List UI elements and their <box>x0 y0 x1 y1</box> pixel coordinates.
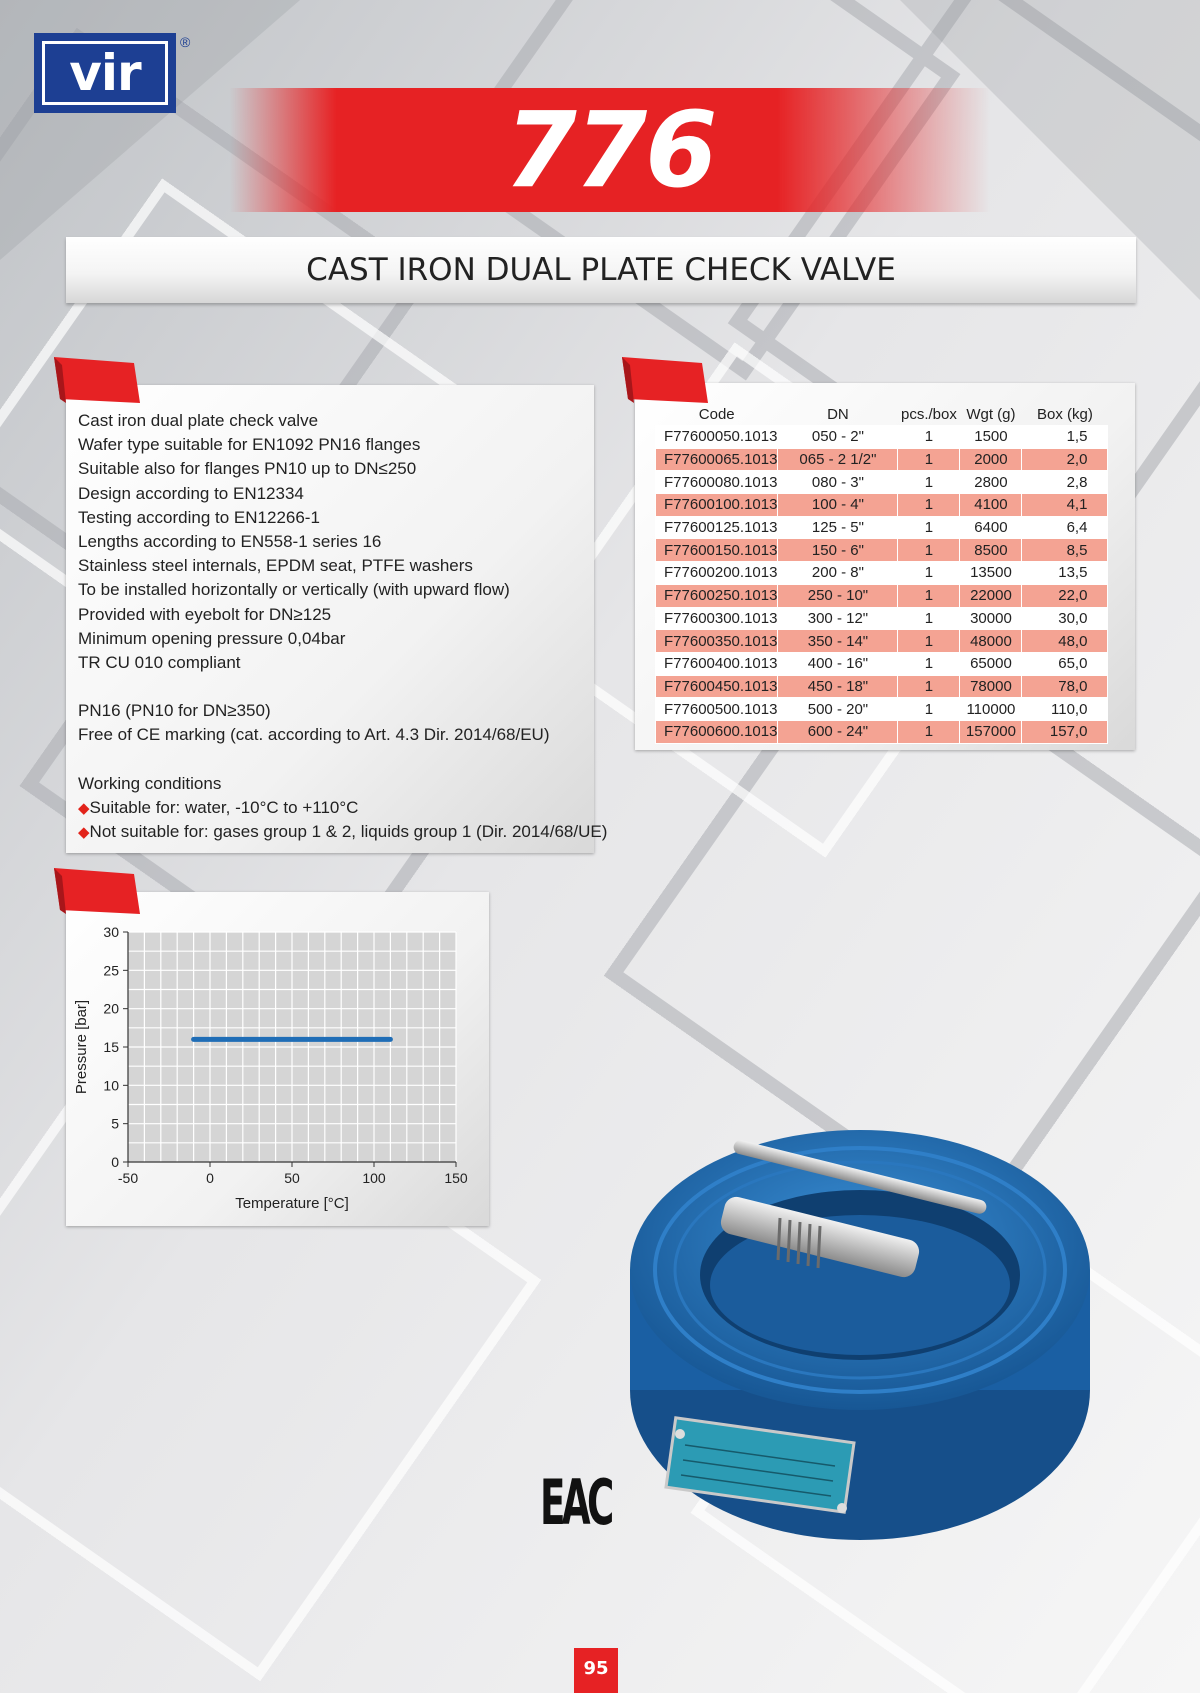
table-cell: 250 - 10" <box>778 584 898 607</box>
working-condition-text: Not suitable for: gases group 1 & 2, liquids group 1 (Dir. 2014/68/UE) <box>89 822 608 842</box>
x-tick-label: -50 <box>117 1170 139 1186</box>
table-cell: 2800 <box>960 471 1022 494</box>
table-cell: 1 <box>898 630 960 653</box>
table-cell: 200 - 8" <box>778 562 898 585</box>
table-cell: 1 <box>898 584 960 607</box>
diamond-bullet-icon: ◆ <box>78 800 90 817</box>
working-condition-item <box>78 820 607 844</box>
brand-logo <box>34 33 176 113</box>
table-cell: F77600500.1013 <box>656 698 778 721</box>
table-cell: 450 - 18" <box>778 675 898 698</box>
table-cell: 78,0 <box>1022 675 1108 698</box>
x-tick-label: 50 <box>284 1170 300 1186</box>
y-tick-label: 5 <box>111 1115 119 1132</box>
table-cell: 1 <box>898 607 960 630</box>
table-cell: 157,0 <box>1022 720 1108 743</box>
table-cell: F77600200.1013 <box>656 562 778 585</box>
table-row <box>656 584 1108 607</box>
table-cell: F77600050.1013 <box>656 426 778 449</box>
table-cell: 1,5 <box>1022 426 1108 449</box>
working-condition-text: Suitable for: water, -10°C to +110°C <box>89 798 359 817</box>
y-tick-label: 15 <box>103 1039 119 1055</box>
table-cell: 1500 <box>960 426 1022 449</box>
y-tick-label: 25 <box>103 962 119 979</box>
table-row <box>656 607 1108 630</box>
product-code-table-panel <box>635 383 1135 750</box>
table-cell: F77600450.1013 <box>656 675 778 698</box>
table-cell: 110,0 <box>1022 698 1108 721</box>
table-cell: 13500 <box>960 562 1022 585</box>
description-line: Stainless steel internals, EPDM seat, PTFE washers <box>78 556 473 576</box>
column-header-pcs-box: pcs./box <box>901 405 957 423</box>
product-code-table <box>655 403 1108 744</box>
table-cell: 4,1 <box>1022 494 1108 517</box>
table-cell: 4100 <box>960 494 1022 517</box>
pressure-temperature-chart-panel <box>66 892 489 1226</box>
table-cell: 6,4 <box>1022 516 1108 539</box>
description-line: Testing according to EN12266-1 <box>78 507 320 527</box>
working-conditions-title: Working conditions <box>78 773 222 793</box>
y-tick-label: 0 <box>111 1154 119 1170</box>
table-cell: 1 <box>898 539 960 562</box>
table-row <box>656 448 1108 471</box>
table-cell: 78000 <box>960 675 1022 698</box>
table-cell: 22,0 <box>1022 584 1108 607</box>
table-cell: F77600350.1013 <box>656 630 778 653</box>
product-title: CAST IRON DUAL PLATE CHECK VALVE <box>66 237 1136 303</box>
table-cell: 1 <box>898 562 960 585</box>
table-cell: 8,5 <box>1022 539 1108 562</box>
model-number: 776 <box>504 89 716 211</box>
table-row <box>656 720 1108 743</box>
table-cell: F77600150.1013 <box>656 539 778 562</box>
table-cell: 350 - 14" <box>778 630 898 653</box>
table-cell: 110000 <box>960 698 1022 721</box>
y-tick-label: 30 <box>103 924 119 940</box>
table-cell: 050 - 2" <box>778 426 898 449</box>
table-row <box>656 539 1108 562</box>
red-flag-icon <box>54 355 140 403</box>
brand-logo-text: vir <box>42 41 168 105</box>
table-cell: 125 - 5" <box>778 516 898 539</box>
table-cell: F77600250.1013 <box>656 584 778 607</box>
column-header-code: Code <box>698 405 735 423</box>
spacer <box>78 748 607 772</box>
x-tick-label: 100 <box>362 1170 386 1186</box>
table-cell: 2,0 <box>1022 448 1108 471</box>
model-banner <box>230 88 990 212</box>
description-line: Provided with eyebolt for DN≥125 <box>78 604 332 624</box>
column-header-box-kg: Box (kg) <box>1037 405 1093 423</box>
table-row <box>656 471 1108 494</box>
table-row <box>656 426 1108 449</box>
table-cell: 1 <box>898 698 960 721</box>
table-cell: 065 - 2 1/2" <box>778 448 898 471</box>
description-line: TR CU 010 compliant <box>78 652 241 672</box>
working-condition-item <box>78 796 607 820</box>
red-flag-icon <box>54 866 140 914</box>
table-cell: 22000 <box>960 584 1022 607</box>
table-cell: F77600065.1013 <box>656 448 778 471</box>
description-list <box>78 409 607 844</box>
pressure-temperature-chart <box>66 892 489 1226</box>
y-tick-label: 20 <box>103 1000 119 1017</box>
table-cell: F77600600.1013 <box>656 720 778 743</box>
table-cell: 30000 <box>960 607 1022 630</box>
table-cell: 13,5 <box>1022 562 1108 585</box>
table-row <box>656 698 1108 721</box>
table-cell: F77600400.1013 <box>656 652 778 675</box>
table-cell: 48000 <box>960 630 1022 653</box>
table-row <box>656 675 1108 698</box>
table-cell: 1 <box>898 675 960 698</box>
table-header-row <box>656 403 1108 426</box>
table-cell: F77600125.1013 <box>656 516 778 539</box>
table-row <box>656 494 1108 517</box>
description-line: To be installed horizontally or vertically (with upward flow) <box>78 580 510 600</box>
column-header-weight: Wgt (g) <box>966 405 1016 423</box>
description-line: Suitable also for flanges PN10 up to DN≤250 <box>78 459 417 479</box>
table-cell: 100 - 4" <box>778 494 898 517</box>
table-cell: 65,0 <box>1022 652 1108 675</box>
table-cell: 300 - 12" <box>778 607 898 630</box>
table-cell: 157000 <box>960 720 1022 743</box>
valve-product-image <box>610 1100 1110 1560</box>
table-cell: 6400 <box>960 516 1022 539</box>
table-cell: F77600100.1013 <box>656 494 778 517</box>
table-cell: 1 <box>898 448 960 471</box>
table-cell: F77600080.1013 <box>656 471 778 494</box>
table-cell: 400 - 16" <box>778 652 898 675</box>
table-row <box>656 516 1108 539</box>
y-tick-label: 10 <box>103 1077 119 1094</box>
x-tick-label: 150 <box>444 1170 468 1186</box>
table-cell: 65000 <box>960 652 1022 675</box>
eac-certification-mark: EAC <box>540 1466 611 1539</box>
pressure-line: PN16 (PN10 for DN≥350) <box>78 701 271 721</box>
table-cell: 2000 <box>960 448 1022 471</box>
table-cell: 080 - 3" <box>778 471 898 494</box>
column-header-dn: DN <box>827 405 849 423</box>
table-cell: 30,0 <box>1022 607 1108 630</box>
table-cell: 1 <box>898 652 960 675</box>
chart-grid <box>128 932 456 1162</box>
registered-mark: ® <box>180 34 191 50</box>
page-number: 95 <box>574 1648 618 1693</box>
spacer <box>78 675 607 699</box>
red-flag-icon <box>622 355 708 403</box>
table-cell: 1 <box>898 516 960 539</box>
x-axis-label: Temperature [°C] <box>235 1195 349 1212</box>
table-cell: 1 <box>898 471 960 494</box>
table-cell: 2,8 <box>1022 471 1108 494</box>
table-body <box>656 426 1108 744</box>
table-cell: 1 <box>898 426 960 449</box>
table-row <box>656 630 1108 653</box>
table-cell: 600 - 24" <box>778 720 898 743</box>
description-line: Wafer type suitable for EN1092 PN16 flanges <box>78 435 421 455</box>
table-cell: 150 - 6" <box>778 539 898 562</box>
table-cell: 1 <box>898 494 960 517</box>
table-cell: 500 - 20" <box>778 698 898 721</box>
description-panel <box>66 385 608 853</box>
description-line: Lengths according to EN558-1 series 16 <box>78 531 382 551</box>
pressure-line: Free of CE marking (cat. according to Art. 4.3 Dir. 2014/68/EU) <box>78 725 550 745</box>
x-tick-label: 0 <box>206 1170 214 1186</box>
diamond-bullet-icon: ◆ <box>78 824 90 842</box>
table-cell: 48,0 <box>1022 630 1108 653</box>
y-axis-label: Pressure [bar] <box>73 999 90 1095</box>
table-cell: 1 <box>898 720 960 743</box>
table-cell: F77600300.1013 <box>656 607 778 630</box>
description-line: Minimum opening pressure 0,04bar <box>78 628 346 648</box>
description-line: Design according to EN12334 <box>78 483 304 503</box>
table-cell: 8500 <box>960 539 1022 562</box>
table-row <box>656 562 1108 585</box>
table-row <box>656 652 1108 675</box>
description-line: Cast iron dual plate check valve <box>78 411 319 430</box>
